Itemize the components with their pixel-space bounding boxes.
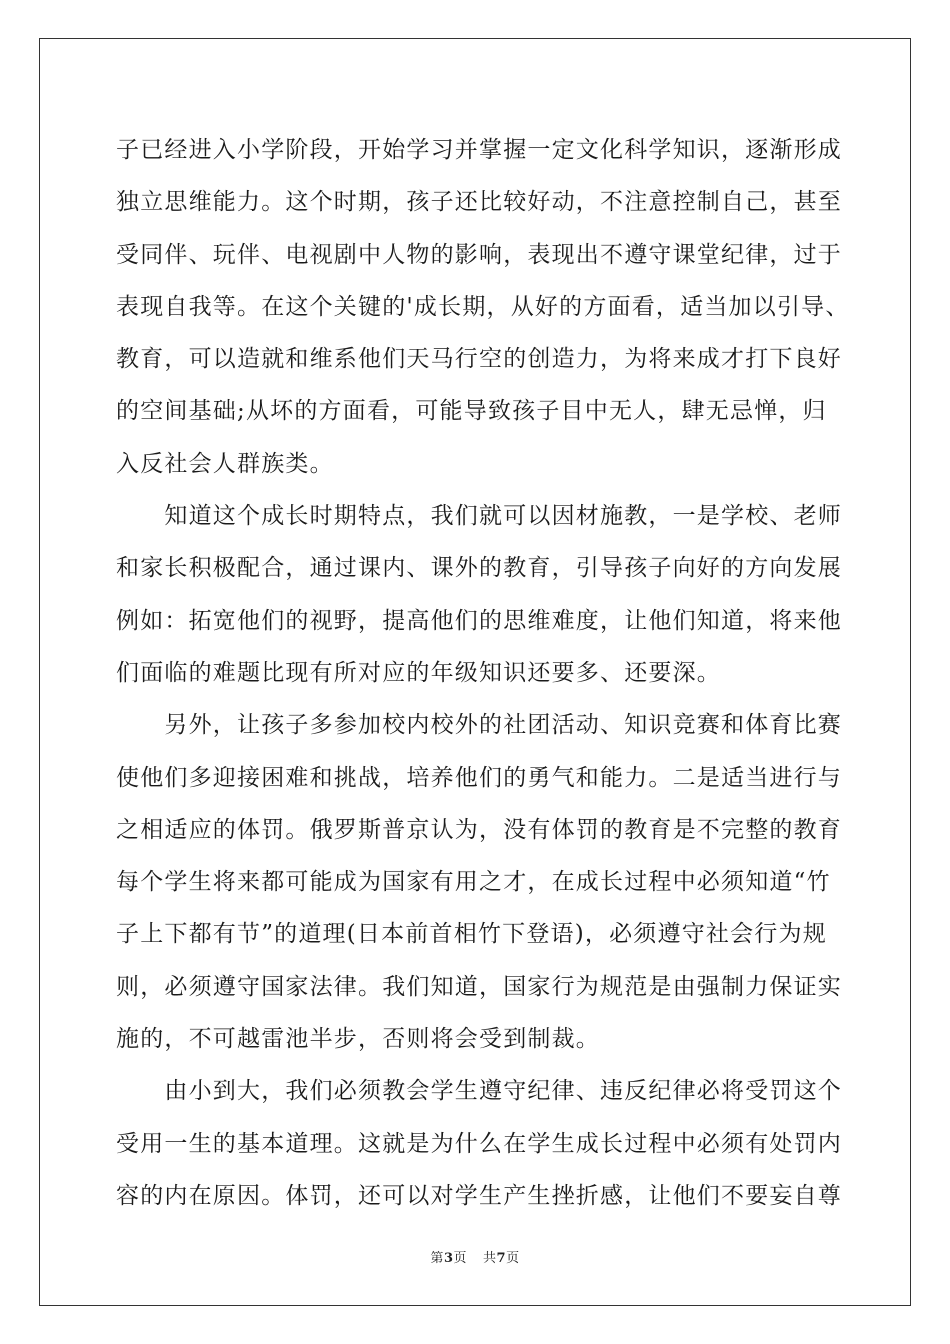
page-total-suffix: 页 (506, 1251, 520, 1266)
text-line: 教育，可以造就和维系他们天马行空的创造力，为将来成才打下良好 (116, 346, 842, 373)
page-number-prefix: 第 (430, 1251, 444, 1266)
text-line: 表现自我等。在这个关键的'成长期，从好的方面看，适当加以引导、 (116, 293, 850, 320)
text-line: 知道这个成长时期特点，我们就可以因材施教，一是学校、老师 (116, 503, 842, 530)
document-body (116, 124, 850, 1222)
page-number-suffix: 页 (453, 1251, 467, 1266)
text-line: 子已经进入小学阶段，开始学习并掌握一定文化科学知识，逐渐形成 (116, 137, 842, 163)
text-line: 每个学生将来都可能成为国家有用之才，在成长过程中必须知道“竹 (116, 869, 831, 896)
text-line: 们面临的难题比现有所对应的年级知识还要多、还要深。 (116, 659, 721, 686)
text-line: 和家长积极配合，通过课内、课外的教育，引导孩子向好的方向发展 (116, 555, 842, 582)
text-line: 受用一生的基本道理。这就是为什么在学生成长过程中必须有处罚内 (116, 1130, 842, 1157)
text-line: 受同伴、玩伴、电视剧中人物的影响，表现出不遵守课堂纪律，过于 (116, 241, 842, 268)
text-line: 另外，让孩子多参加校内校外的社团活动、知识竞赛和体育比赛 (116, 712, 842, 739)
text-line: 则，必须遵守国家法律。我们知道，国家行为规范是由强制力保证实 (116, 973, 842, 1000)
text-line: 独立思维能力。这个时期，孩子还比较好动，不注意控制自己，甚至 (116, 189, 842, 216)
page-total-prefix: 共 (483, 1251, 497, 1266)
page-number-current: 3 (443, 1251, 454, 1266)
text-line: 之相适应的体罚。俄罗斯普京认为，没有体罚的教育是不完整的教育 (116, 816, 842, 843)
page-total: 7 (496, 1251, 507, 1266)
text-line: 的空间基础;从坏的方面看，可能导致孩子目中无人，肆无忌惮，归 (116, 398, 827, 425)
text-line: 使他们多迎接困难和挑战，培养他们的勇气和能力。二是适当进行与 (116, 764, 842, 791)
page-footer (0, 1247, 950, 1266)
text-line: 容的内在原因。体罚，还可以对学生产生挫折感，让他们不要妄自尊 (116, 1182, 842, 1209)
text-line: 由小到大，我们必须教会学生遵守纪律、违反纪律必将受罚这个 (116, 1078, 842, 1105)
text-line: 施的，不可越雷池半步，否则将会受到制裁。 (116, 1026, 600, 1053)
text-line: 子上下都有节”的道理(日本前首相竹下登语)，必须遵守社会行为规 (116, 921, 827, 948)
text-line: 例如：拓宽他们的视野，提高他们的思维难度，让他们知道，将来他 (116, 607, 842, 634)
text-line: 入反社会人群族类。 (116, 450, 334, 477)
